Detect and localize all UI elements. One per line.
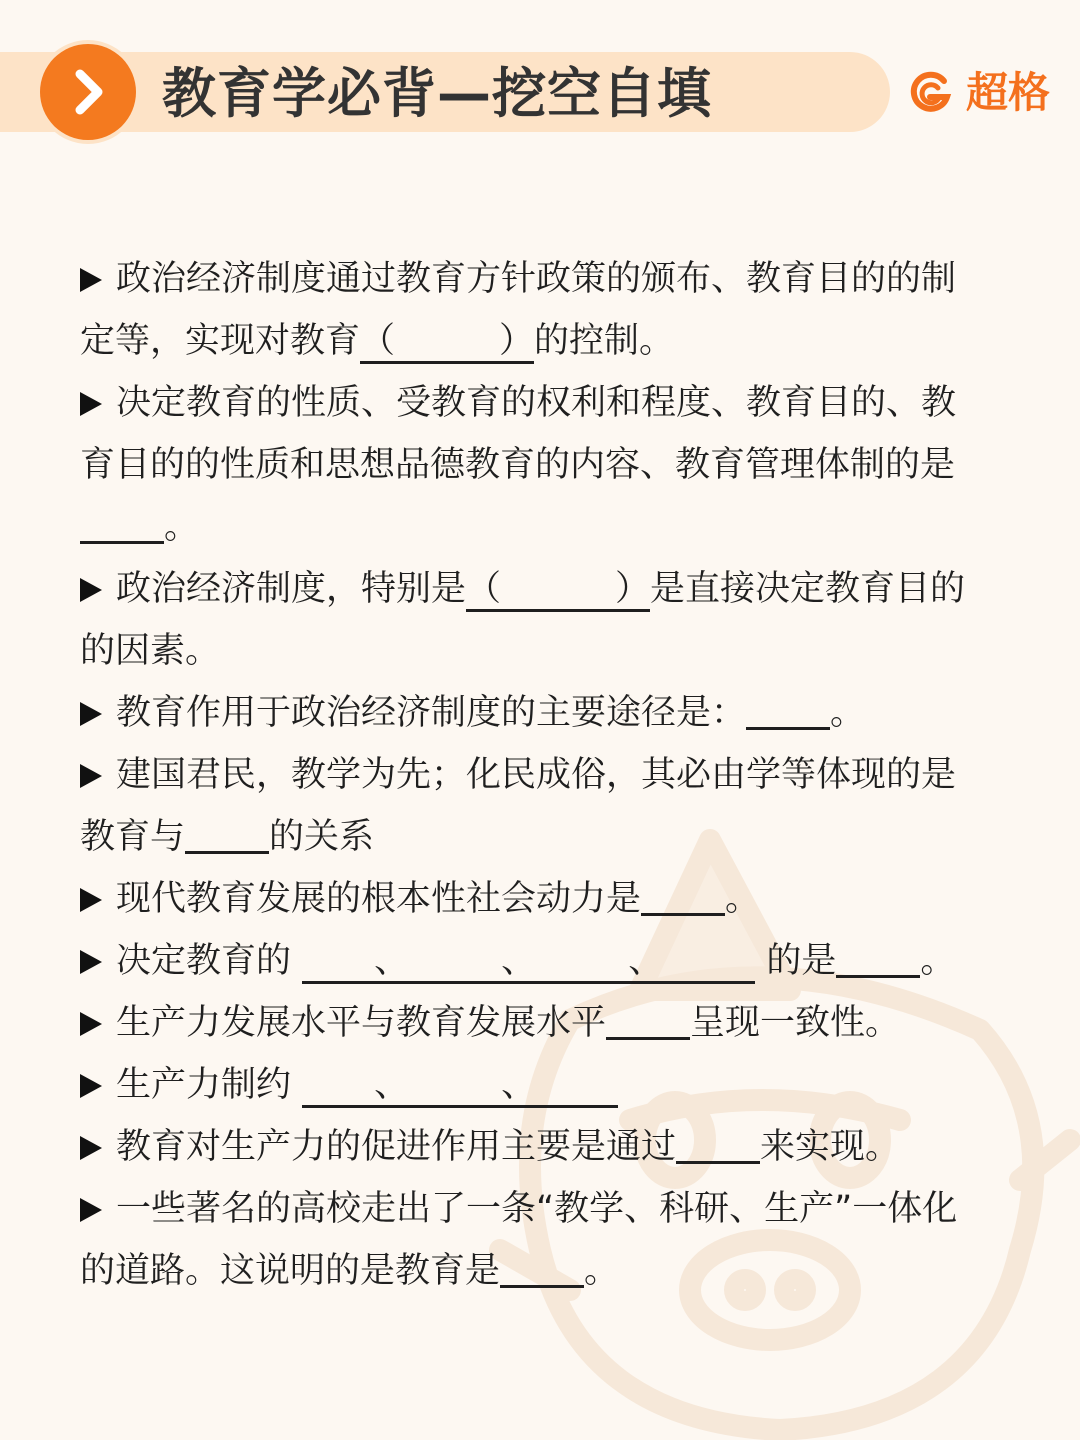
question-text: 的控制。 [534, 321, 675, 361]
question-item [80, 682, 990, 744]
answer-blank [606, 1003, 690, 1040]
brand-name: 超格 [966, 68, 1051, 117]
question-text: 。 [830, 693, 866, 733]
triangle-bullet-icon [80, 268, 102, 292]
question-text: 政治经济制度通过教育方针政策的颁布、教育目的的制定等，实现对教育 [80, 259, 957, 361]
answer-blank [676, 1127, 760, 1164]
question-item [80, 930, 990, 992]
question-item [80, 1054, 990, 1116]
question-text: 。 [584, 1251, 620, 1291]
question-list [80, 248, 990, 1302]
question-text: 教育对生产力的促进作用主要是通过 [116, 1127, 677, 1167]
triangle-bullet-icon [80, 764, 102, 788]
answer-blank: 、 、 、 [302, 941, 755, 984]
brand-g-logo-icon [908, 71, 952, 115]
answer-blank: （ ） [360, 321, 534, 364]
question-text: 政治经济制度，特别是 [116, 569, 467, 609]
triangle-bullet-icon [80, 1074, 102, 1098]
question-text: 决定教育的性质、受教育的权利和程度、教育目的、教育目的的性质和思想品德教育的内容、教育管理体制的是 [80, 383, 957, 485]
question-item [80, 992, 990, 1054]
question-text: 教育作用于政治经济制度的主要途径是： [116, 693, 747, 733]
triangle-bullet-icon [80, 1198, 102, 1222]
question-item [80, 372, 990, 558]
question-text: 生产力制约 [116, 1065, 292, 1105]
answer-blank [500, 1251, 584, 1288]
question-text: 来实现。 [760, 1127, 901, 1167]
answer-blank: 、 、 [302, 1065, 618, 1108]
answer-blank [746, 693, 830, 730]
answer-blank: （ ） [466, 569, 650, 612]
question-text: 现代教育发展的根本性社会动力是 [116, 879, 642, 919]
question-text: 。 [920, 941, 956, 981]
page-title: 教育学必背—挖空自填 [162, 62, 712, 125]
question-item [80, 558, 990, 682]
triangle-bullet-icon [80, 950, 102, 974]
question-item [80, 868, 990, 930]
question-text: 是直接决定教育目的的因素。 [80, 569, 966, 671]
question-item [80, 744, 990, 868]
question-text: 。 [725, 879, 761, 919]
chevron-right-icon [64, 68, 112, 116]
question-text: 生产力发展水平与教育发展水平 [116, 1003, 607, 1043]
triangle-bullet-icon [80, 702, 102, 726]
answer-blank [641, 879, 725, 916]
triangle-bullet-icon [80, 1012, 102, 1036]
question-text: 一些著名的高校走出了一条“教学、科研、生产”一体化的道路。这说明的是教育是 [80, 1189, 958, 1291]
question-item [80, 1178, 990, 1302]
triangle-bullet-icon [80, 392, 102, 416]
brand-logo [908, 68, 1050, 118]
question-text: 的关系 [269, 817, 375, 857]
answer-blank [185, 817, 269, 854]
triangle-bullet-icon [80, 888, 102, 912]
question-text: 呈现一致性。 [690, 1003, 901, 1043]
question-text: 决定教育的 [116, 941, 292, 981]
question-text: 。 [164, 507, 200, 547]
question-text: 的是 [766, 941, 837, 981]
question-text: 建国君民，教学为先；化民成俗，其必由学等体现的是教育与 [80, 755, 957, 857]
triangle-bullet-icon [80, 578, 102, 602]
question-item [80, 1116, 990, 1178]
question-item [80, 248, 990, 372]
triangle-bullet-icon [80, 1136, 102, 1160]
answer-blank [80, 507, 164, 544]
answer-blank [836, 941, 920, 978]
header-badge [40, 44, 136, 140]
